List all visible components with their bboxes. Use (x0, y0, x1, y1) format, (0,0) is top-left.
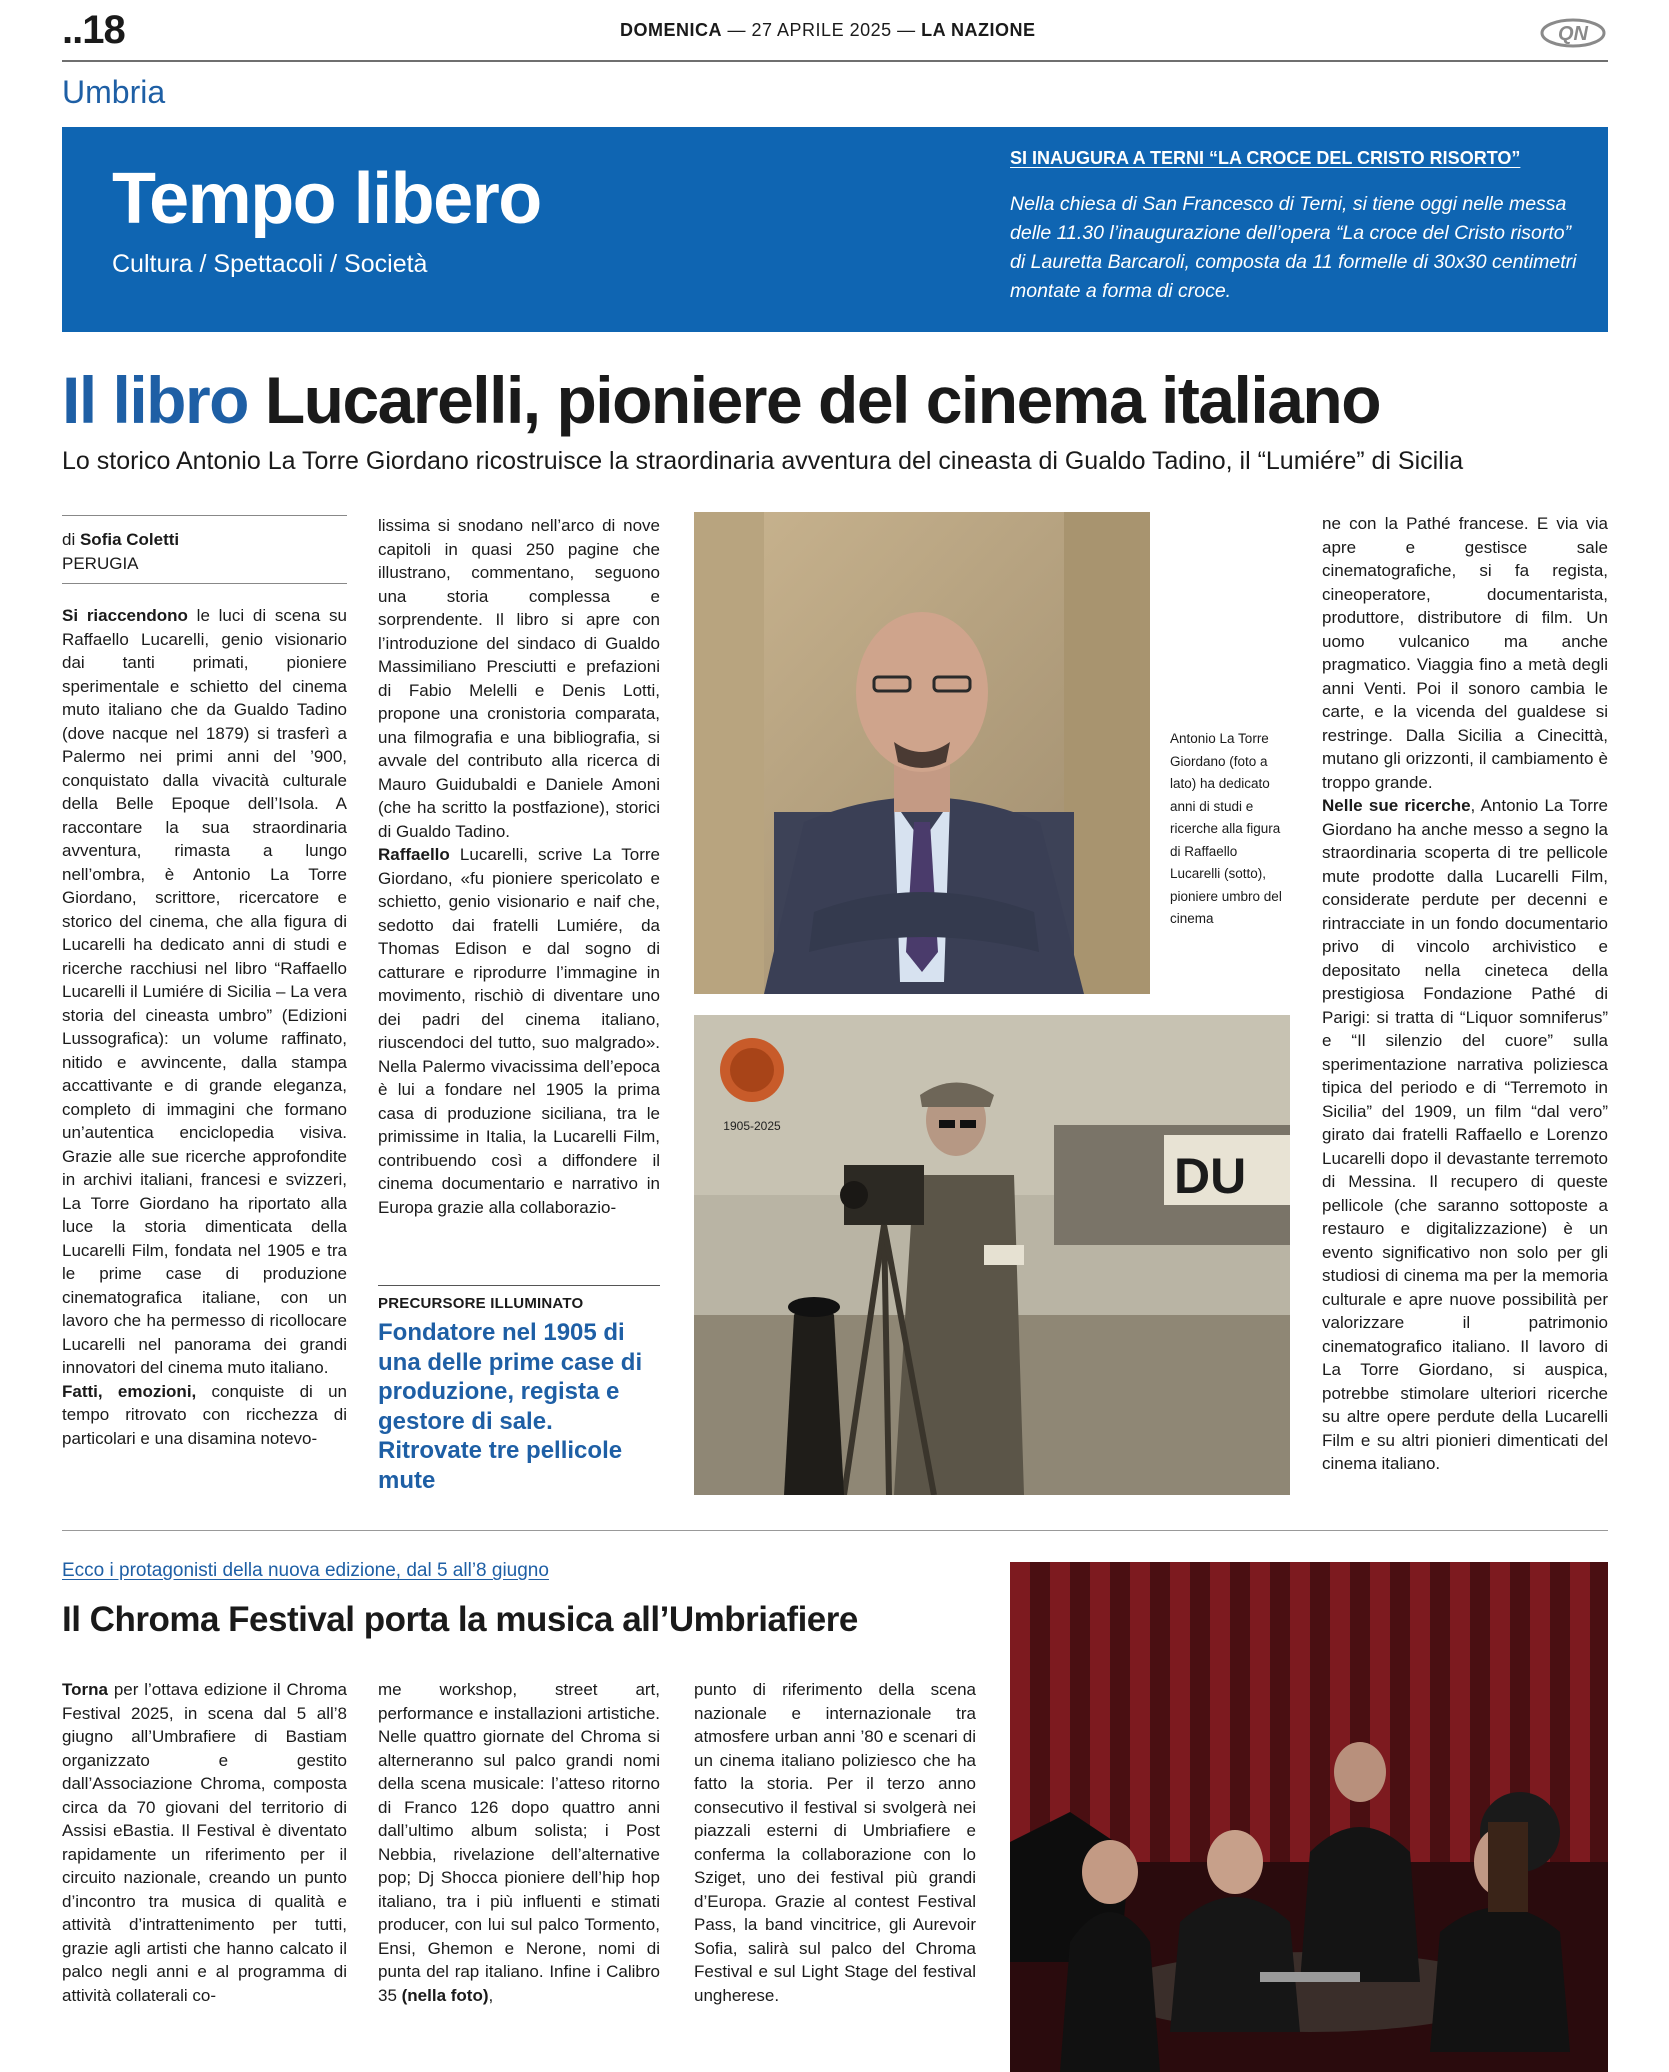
headline-title: Lucarelli, pioniere del cinema italiano (264, 363, 1381, 437)
byline-prefix: di (62, 530, 76, 549)
article2-column-3 (694, 1678, 976, 2007)
article-headline (62, 362, 1380, 438)
col2-lead: Raffaello (378, 845, 450, 864)
article2-col1-lead: Torna (62, 1680, 108, 1699)
page-number-value: 18 (82, 8, 125, 52)
article2-headline: Il Chroma Festival porta la musica all’Umbriafiere (62, 1600, 858, 1639)
article2-col2-bold: (nella foto) (401, 1985, 489, 2005)
byline-rule-bottom (62, 583, 347, 584)
col1-lead-2: Fatti, emozioni, (62, 1381, 197, 1401)
byline-rule-top (62, 515, 347, 516)
calibro-35-band-photo (1010, 1562, 1608, 2072)
qn-logo-icon (1540, 18, 1606, 48)
portrait-illustration (694, 512, 1150, 994)
band-illustration (1010, 1562, 1608, 2072)
col2-text-a: lissima si snodano nell’arco di nove capitoli in quasi 250 pagine che illustrano, commentano, seguono una storia complessa e sorprendente. Il libro si apre con l’introduzione del sindaco di Gualdo Massimiliano Presciutti e prefazioni di Fabio Melelli e Denis Lotti, propone una cronistoria comparata, una filmografia e una bibliografia, si avvale del contributo alla ricerca di Mauro Guidubaldi e Daniele Amoni (che ha scritto la postfazione), storici di Gualdo Tadino. (378, 516, 660, 841)
article2-col2-tail: , (488, 1985, 494, 2005)
col4-text-b: , Antonio La Torre Giordano ha anche messo a segno la straordinaria scoperta di tre pellicole mute prodotte dalla Lucarelli Film, considerate perdute per decenni e rintracciate in un fondo documentario privo di vincolo archivistico e depositato nella cineteca della prestigiosa Fondazione Pathé di Parigi: si tratta di “Liquor somniferus” e “Il silenzio del cuore” sulla sperimentazione narrativa poliziesca tipica del periodo e di “Terremoto in Sicilia” del 1909, un film “dal vero” girato dai fratelli Raffaello e Lorenzo Lucarelli dopo il devastante terremoto di Messina. Il recupero di queste pellicole (che saranno sottoposte a restauro e digitalizzazione) è un evento significativo non solo per gli studiosi di cinema ma per la memoria culturale e apre nuove possibilità per valorizzare il patrimonio cinematografico italiano. Il lavoro di La Torre Giordano, si auspica, potrebbe stimolare ulteriori ricerche su altre opere perdute della Lucarelli Film e su altri pionieri dimenticati del cinema italiano. (1322, 796, 1609, 1473)
headline-tag: Il libro (62, 363, 248, 437)
dateline (620, 20, 1035, 41)
article2-column-2 (378, 1678, 660, 2007)
photo2-badge-text: 1905-2025 (723, 1119, 781, 1133)
col4-lead: Nelle sue ricerche (1322, 796, 1471, 815)
page-number (62, 8, 125, 53)
article2-col2-text: me workshop, street art, performance e installazioni artistiche. Nelle quattro giornate del Chroma si alterneranno sul palco grandi nomi della scena musicale: l’atteso ritorno di Franco 126 dopo quattro anni dall’ultimo album solista; i Post Nebbia, rivelazione dell’alternative pop; Dj Shocca pioniere dell’hip hop italiano, tra i più influenti e stimati producer, con lui sul palco Tormento, Ensi, Ghemon e Nerone, nomi di punta del rap italiano. Infine i Calibro 35 (378, 1680, 660, 2005)
page-dots: .. (62, 8, 83, 52)
article-deck: Lo storico Antonio La Torre Giordano ricostruisce la straordinaria avventura del cineasta di Gualdo Tadino, il “Lumiére” di Sicilia (62, 447, 1464, 475)
banner-subtitle: Cultura / Spettacoli / Società (112, 250, 428, 278)
article2-col3-text: punto di riferimento della scena nazionale e internazionale tra atmosfere urban anni ’80 e scenari di un cinema italiano poliziesco che ha fatto la storia. Per il terzo anno consecutivo il festival si svolgerà nei piazzali esterni di Umbriafiere e conferma la collaborazione con lo Sziget, uno dei festival più grandi d’Europa. Grazie al contest Festival Pass, la band vincitrice, gli Aurevoir Sofia, salirà sul palco del Chroma Festival e sul Light Stage del festival ungherese. (694, 1680, 976, 2005)
photo-caption: Antonio La Torre Giordano (foto a lato) ha dedicato anni di studi e ricerche alla figura di Raffaello Lucarelli (sotto), pioniere umbro del cinema (1170, 731, 1282, 926)
article2-col1-text: per l’ottava edizione il Chroma Festival 2025, in scena dal 5 all’8 giugno all’Umbrafiere di Bastiam organizzato e gestito dall’Associazione Chroma, composta circa da 70 giovani del territorio di Assisi eBastia. Il Festival è diventato rapidamente un riferimento per il circuito nazionale, creando un punto d’incontro tra musica di qualità e attività d’intrattenimento per tutti, grazie agli artisti che hanno calcato il palco negli anni e al programma di attività collaterali co- (62, 1680, 347, 2005)
banner-title: Tempo libero (112, 159, 541, 239)
col4-text-a: ne con la Pathé francese. E via via apre e gestisce sale cinematografiche, si fa regista, cineoperatore, documentarista, produttore, distributore di film. Un uomo vulcanico ma anche pragmatico. Viaggia fino a metà degli anni Venti. Poi il sonoro cambia le carte, e la vicenda del gualdese si restringe. Dalla Sicilia a Cinecittà, mutano gli orizzonti, il cambiamento è troppo grande. (1322, 514, 1608, 792)
pullquote-rule (378, 1285, 660, 1286)
lucarelli-historic-photo (694, 1015, 1290, 1495)
col2-text-b: Lucarelli, scrive La Torre Giordano, «fu pioniere spericolato e schietto, genio visionario e naif che, sedotto dai fratelli Lumiére, da Thomas Edison e dal sogno di catturare e riprodurre l’immagine in movimento, rischiò di diventare uno dei padri del cinema italiano, riuscendoci del tutto, suo malgrado». Nella Palermo vivacissima dell’epoca è lui a fondare nel 1905 la prima casa di produzione siciliana, tra le primissime in Italia, la Lucarelli Film, contribuendo così a diffondere il cinema documentario e narrativo in Europa grazie alla collaborazio- (378, 845, 660, 1217)
section-label: Umbria (62, 74, 166, 110)
banner-kicker: SI INAUGURA A TERNI “LA CROCE DEL CRISTO RISORTO” (1010, 148, 1521, 168)
qn-logo-text: QN (1558, 23, 1588, 45)
dateline-day: DOMENICA (620, 20, 722, 40)
dateline-paper: LA NAZIONE (921, 20, 1036, 40)
byline-place: PERUGIA (62, 554, 139, 573)
col1-text-b: conquiste di un tempo ritrovato con ricchezza di particolari e una disamina notevo- (62, 1381, 347, 1448)
col1-lead: Si riaccendono (62, 606, 188, 625)
byline-author: Sofia Coletti (79, 530, 180, 549)
author-portrait-photo (694, 512, 1150, 994)
article-column-4 (1322, 512, 1608, 1476)
pullquote: Fondatore nel 1905 di una delle prime case di produzione, regista e gestore di sale. Ritrovate tre pellicole mute (378, 1319, 643, 1494)
dateline-date: — 27 APRILE 2025 — (727, 20, 916, 40)
article2-kicker: Ecco i protagonisti della nuova edizione, dal 5 all’8 giugno (62, 1560, 549, 1581)
col1-text-a: le luci di scena su Raffaello Lucarelli, genio visionario dai tanti primati, pioniere sperimentale e schietto del cinema muto italiano che da Gualdo Tadino (dove nacque nel 1879) si trasferì a Palermo nei primi anni del ’900, conquistato dalla vivacità culturale della Belle Epoque dell’Isola. A raccontare la sua straordinaria avventura, rimasta a lungo nell’ombra, è Antonio La Torre Giordano, scrittore, ricercatore e storico del cinema, che alla figura di Lucarelli ha dedicato anni di studi e ricerche racchiusi nel libro “Raffaello Lucarelli il Lumiére di Sicilia – La vera storia del cineasta umbro” (Edizioni Lussografica): un volume raffinato, nitido e avvincente, dalla stampa accattivante e di grande eleganza, completo di immagini che formano un’autentica enciclopedia visiva. Grazie alle sue ricerche approfondite in archivi italiani, francesi e svizzeri, La Torre Giordano ha riportato alla luce la storia dimenticata della Lucarelli Film, fondata nel 1905 e tra le prime case di produzione cinematografica italiane, con un lavoro che ha permesso di ricollocare Lucarelli nel panorama dei grandi innovatori del cinema muto italiano. (62, 606, 347, 1377)
article2-column-1 (62, 1678, 347, 2007)
pullquote-kicker: PRECURSORE ILLUMINATO (378, 1295, 584, 1312)
historic-illustration (694, 1015, 1290, 1495)
article-divider (62, 1530, 1608, 1531)
byline (62, 528, 179, 576)
article-column-2 (378, 514, 660, 1219)
article-column-1 (62, 604, 347, 1450)
header-rule (62, 60, 1608, 62)
photo2-sign-text: DU (1174, 1148, 1247, 1204)
banner-text: Nella chiesa di San Francesco di Terni, si tiene oggi nelle messa delle 11.30 l’inaugurazione dell’opera “La croce del Cristo risorto” di Lauretta Barcaroli, composta da 11 formelle di 30x30 centimetri montate a forma di croce. (1010, 193, 1577, 302)
